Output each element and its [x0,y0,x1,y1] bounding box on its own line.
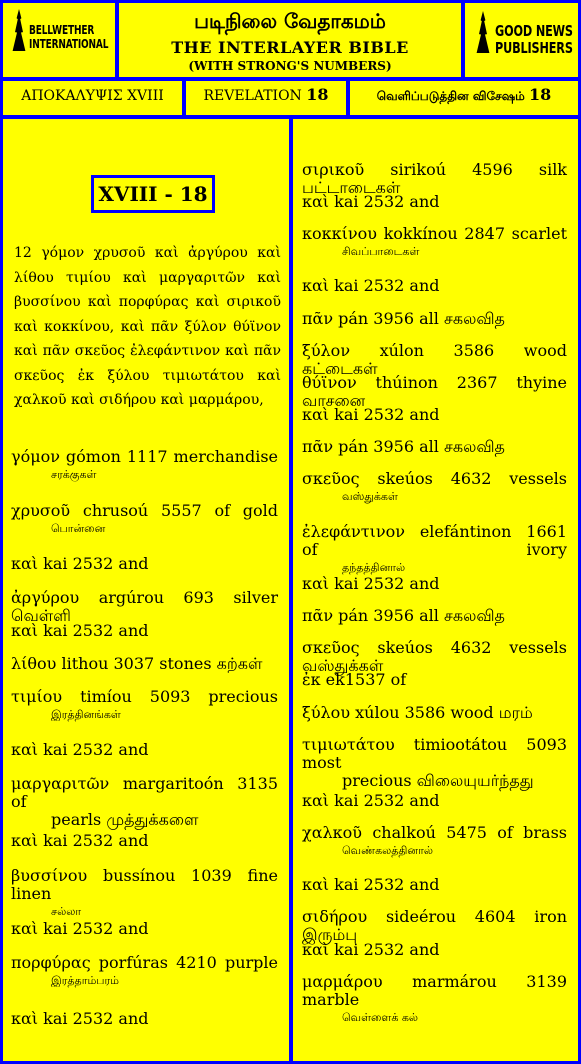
list-item: καὶ kai 2532 and [11,621,149,640]
list-item: τιμίου timíou 5093 precious இரத்தினங்கள் [11,687,278,721]
list-item: καὶ kai 2532 and [302,192,440,211]
list-item: καὶ kai 2532 and [11,919,149,938]
subtitle: (WITH STRONG'S NUMBERS) [188,59,392,73]
list-item: γόμον gómon 1117 merchandise சரக்குகள் [11,447,278,481]
left-logo-box [3,3,115,77]
list-item: πᾶν pán 3956 all சகலவித [302,606,505,625]
ref-greek: ΑΠΟΚΑΛΥΨΙΣ XVIII [21,88,164,104]
list-item: μαργαριτῶν margaritoón 3135 of pearls முத்துக்களை [11,774,278,829]
list-item: καὶ kai 2532 and [302,574,440,593]
list-item: σιρικοῦ sirikoú 4596 silk பட்டாடைகள் [302,160,567,197]
list-item: ἀργύρου argúrou 693 silver வெள்ளி [11,588,278,625]
list-item: ἐλεφάντινον elefántinon 1661 of ivory தந்தத்தினால் [302,522,567,574]
right-logo-line: GOOD NEWS [495,22,573,40]
list-item: καὶ kai 2532 and [11,554,149,573]
right-logo-text [495,23,573,57]
list-item: πᾶν pán 3956 all சகலவித [302,437,505,456]
good-news-logo-icon [473,11,493,53]
ref-tamil-book: வெளிப்படுத்தின விசேஷம் [376,89,525,103]
list-item: τιμιωτάτου timiootátou 5093 most precious விலையுயர்ந்தது [302,735,567,790]
title-english: THE INTERLAYER BIBLE [171,38,409,57]
left-logo-line: INTERNATIONAL [29,37,109,51]
list-item: σιδήρου sideérou 4604 iron இரும்பு [302,907,567,944]
verse-label: XVIII - 18 [91,175,215,213]
list-item: χρυσοῦ chrusoú 5557 of gold பொன்னை [11,501,278,535]
list-item: πορφύρας porfúras 4210 purple இரத்தாம்பரம் [11,953,278,987]
ref-tamil-box [350,81,578,115]
list-item: μαρμάρου marmárou 3139 marble வெள்ளைக் கல் [302,972,567,1024]
list-item: καὶ kai 2532 and [11,1009,149,1028]
title-box [119,3,461,77]
list-item: ξύλου xúlou 3586 wood மரம் [302,703,533,722]
list-item: καὶ kai 2532 and [11,831,149,850]
left-logo-line: BELLWETHER [29,23,95,37]
list-item: ἐκ ek1537 of [302,670,407,689]
list-item: καὶ kai 2532 and [302,276,440,295]
left-logo-text [29,23,108,51]
ref-english-box [186,81,346,115]
list-item: καὶ kai 2532 and [302,405,440,424]
list-item: καὶ kai 2532 and [302,791,440,810]
list-item: καὶ kai 2532 and [11,740,149,759]
ref-english-book: REVELATION [203,88,302,104]
list-item: ξύλον xúlon 3586 wood கட்டைகள் [302,341,567,378]
right-logo-line: PUBLISHERS [495,39,573,57]
ref-tamil-num: 18 [528,85,552,104]
list-item: σκεῦος skeúos 4632 vessels வஸ்துக்கள் [302,469,567,503]
list-item: καὶ kai 2532 and [302,940,440,959]
ref-english-num: 18 [306,85,329,104]
list-item: χαλκοῦ chalkoú 5475 of brass வெண்கலத்தினால் [302,823,567,857]
list-item: λίθου lithou 3037 stones கற்கள் [11,654,263,673]
list-item: πᾶν pán 3956 all சகலவித [302,309,505,328]
list-item: κοκκίνου kokkínou 2847 scarlet சிவப்பாடைகள் [302,224,567,258]
right-logo-box [465,3,578,77]
title-tamil: படிநிலை வேதாகமம் [194,9,386,33]
verse-text: 12 γόμον χρυσοῦ καὶ ἀργύρου καὶ λίθου τιμίου καὶ μαργαριτῶν καὶ βυσσίνου καὶ πορφύρας καὶ σιρικοῦ καὶ κοκκίνου, καὶ πᾶν ξύλον θύϊνον καὶ πᾶν σκεῦος ἐλεφάντινον καὶ πᾶν σκεῦος ἐκ ξύλου τιμιωτάτου καὶ χαλκοῦ καὶ σιδήρου καὶ μαρμάρου, [14,245,281,408]
bellwether-logo-icon [9,9,29,51]
list-item: καὶ kai 2532 and [302,875,440,894]
list-item: βυσσίνου bussínou 1039 fine linen சல்லா [11,866,278,918]
ref-greek-box [3,81,182,115]
list-item: σκεῦος skeúos 4632 vessels வஸ்துக்கள் [302,638,567,675]
list-item: θύϊνον thúinon 2367 thyine வாசனை [302,373,567,410]
